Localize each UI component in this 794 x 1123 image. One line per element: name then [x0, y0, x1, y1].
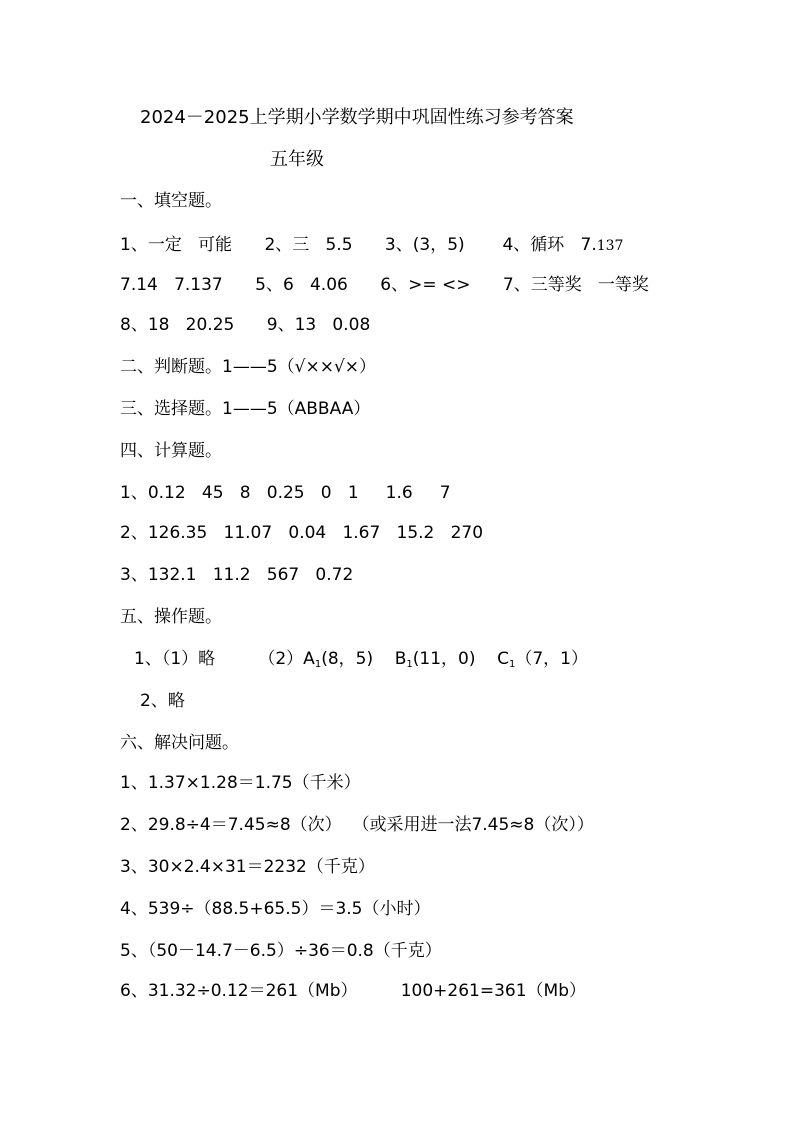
section-fill-in-heading: 一、填空题。: [120, 191, 222, 211]
operation-line-1-part-2: (8，5) B: [321, 649, 407, 669]
section-true-false: 二、判断题。1——5（√××√×）: [120, 357, 377, 377]
operation-line-2: 2、略: [140, 691, 185, 711]
section-problem-solving-heading: 六、解决问题。: [120, 733, 239, 753]
grade-subtitle: 五年级: [270, 149, 324, 170]
problem-line-5: 5、（50－14.7－6.5）÷36＝0.8（千克）: [120, 941, 442, 961]
section-operation-heading: 五、操作题。: [120, 607, 222, 627]
fill-in-line-1-text: 1、一定 可能 2、三 5.5 3、(3，5) 4、循环 7.: [120, 235, 597, 255]
calculation-line-1: 1、0.12 45 8 0.25 0 1 1.6 7: [120, 483, 451, 503]
problem-line-6: 6、31.32÷0.12＝261（Mb） 100+261=361（Mb）: [120, 981, 587, 1001]
section-multiple-choice: 三、选择题。1——5（ABBAA）: [120, 399, 371, 419]
operation-line-1-part-4: （7，1）: [515, 649, 588, 669]
problem-line-3: 3、30×2.4×31＝2232（千克）: [120, 857, 375, 877]
fill-in-line-3: 8、18 20.25 9、13 0.08: [120, 315, 371, 335]
calculation-line-2: 2、126.35 11.07 0.04 1.67 15.2 270: [120, 523, 484, 543]
problem-line-1: 1、1.37×1.28＝1.75（千米）: [120, 773, 361, 793]
section-calculation-heading: 四、计算题。: [120, 441, 222, 461]
problem-line-2: 2、29.8÷4＝7.45≈8（次） （或采用进一法7.45≈8（次））: [120, 815, 594, 835]
operation-line-1: [134, 646, 588, 672]
problem-line-4: 4、539÷（88.5+65.5）＝3.5（小时）: [120, 899, 431, 919]
fill-in-line-2: 7.14 7.137 5、6 4.06 6、>= <> 7、三等奖 一等奖: [120, 275, 649, 295]
repeating-decimal-digits: 137: [596, 238, 624, 254]
calculation-line-3: 3、132.1 11.2 567 0.72: [120, 565, 354, 585]
subscript-b: 1: [406, 659, 413, 670]
operation-line-1-part-1: 1、（1）略 （2）A: [134, 649, 315, 669]
operation-line-1-part-3: (11，0) C: [412, 649, 509, 669]
page-title: 2024－2025上学期小学数学期中巩固性练习参考答案: [140, 107, 574, 128]
subscript-a: 1: [314, 659, 322, 670]
fill-in-line-1: [120, 232, 623, 259]
subscript-c: 1: [508, 659, 516, 670]
